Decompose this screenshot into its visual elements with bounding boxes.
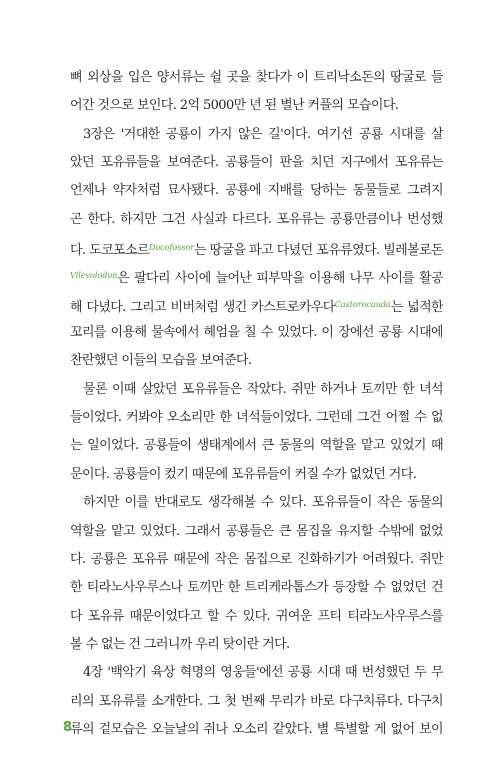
text-line — [70, 262, 443, 290]
text-line: 역할을 맡고 있었다. 그래서 공룡들은 큰 몸집을 유지할 수밖에 없었 — [70, 523, 443, 539]
body-text — [70, 64, 443, 744]
text-line: 물론 이때 살았던 포유류들은 작았다. 쥐만 하거나 토끼만 한 녀석 — [83, 381, 443, 397]
text-line — [70, 234, 443, 262]
text-line: 어간 것으로 보인다. 2억 5000만 년 된 별난 커플의 모습이다. — [70, 98, 399, 114]
text-line: 언제나 약자처럼 묘사됐다. 공룡에 지배를 당하는 동물들로 그려지 — [70, 183, 443, 199]
text-line: 들이었다. 커봐야 오소리만 한 녀석들이었다. 그런데 그건 어쩔 수 없 — [70, 410, 443, 426]
text-line — [70, 291, 443, 319]
text-line: 류의 겉모습은 오늘날의 쥐나 오소리 같았다. 별 특별할 게 없어 보이 — [70, 721, 443, 737]
text-line: 는 일이었다. 공룡들이 생태계에서 큰 동물의 역할을 맡고 있었기 때 — [70, 438, 443, 454]
text-segment: 는 땅굴을 파고 다녔던 포유류였다. 빌레볼로돈 — [194, 243, 443, 259]
text-line: 았던 포유류들을 보여준다. 공룡들이 판을 치던 지구에서 포유류는 — [70, 155, 443, 171]
text-line: 문이다. 공룡들이 컸기 때문에 포유류들이 커질 수가 없었던 거다. — [70, 466, 417, 482]
text-segment: 은 팔다리 사이에 늘어난 피부막을 이용해 나무 사이를 활공 — [117, 271, 443, 287]
scientific-name: Castorocauda — [334, 299, 391, 309]
text-line: 찬란했던 이들의 모습을 보여준다. — [70, 353, 252, 369]
scientific-name: Docofossor — [148, 243, 195, 253]
text-segment: 는 넓적한 — [390, 299, 443, 315]
text-line: 3장은 '거대한 공룡이 가지 않은 길'이다. 여기선 공룡 시대를 살 — [83, 126, 443, 142]
text-line: 뼈 외상을 입은 양서류는 쉴 곳을 찾다가 이 트리낙소돈의 땅굴로 들 — [70, 70, 443, 85]
text-line: 꼬리를 이용해 물속에서 헤엄을 칠 수 있었다. 이 장에선 공룡 시대에 — [70, 325, 443, 341]
text-segment: 해 다녔다. 그리고 비버처럼 생긴 카스트로카우다 — [70, 299, 335, 315]
scientific-name: Vilevolodon — [70, 271, 118, 281]
text-line: 다 포유류 때문이었다고 할 수 있다. 귀여운 프티 티라노사우루스를 — [70, 608, 443, 624]
text-line: 볼 수 없는 건 그러니까 우리 탓이란 거다. — [70, 636, 290, 652]
text-line: 한 티라노사우루스나 토끼만 한 트리케라톱스가 등장할 수 없었던 건 — [70, 580, 443, 596]
text-line: 곤 한다. 하지만 그건 사실과 다르다. 포유류는 공룡만큼이나 번성했 — [70, 211, 443, 227]
text-line: 리의 포유류를 소개한다. 그 첫 번째 무리가 바로 다구치류다. 다구치 — [70, 693, 443, 709]
text-segment: 다. 도코포소르 — [70, 243, 149, 259]
text-line: 4장 '백악기 육상 혁명의 영웅들'에선 공룡 시대 때 번성했던 두 무 — [83, 665, 443, 681]
page-number: 8 — [63, 720, 73, 735]
text-line: 하지만 이를 반대로도 생각해볼 수 있다. 포유류들이 작은 동물의 — [83, 495, 443, 511]
text-line: 다. 공룡은 포유류 때문에 작은 몸집으로 진화하기가 어려웠다. 쥐만 — [70, 551, 443, 567]
